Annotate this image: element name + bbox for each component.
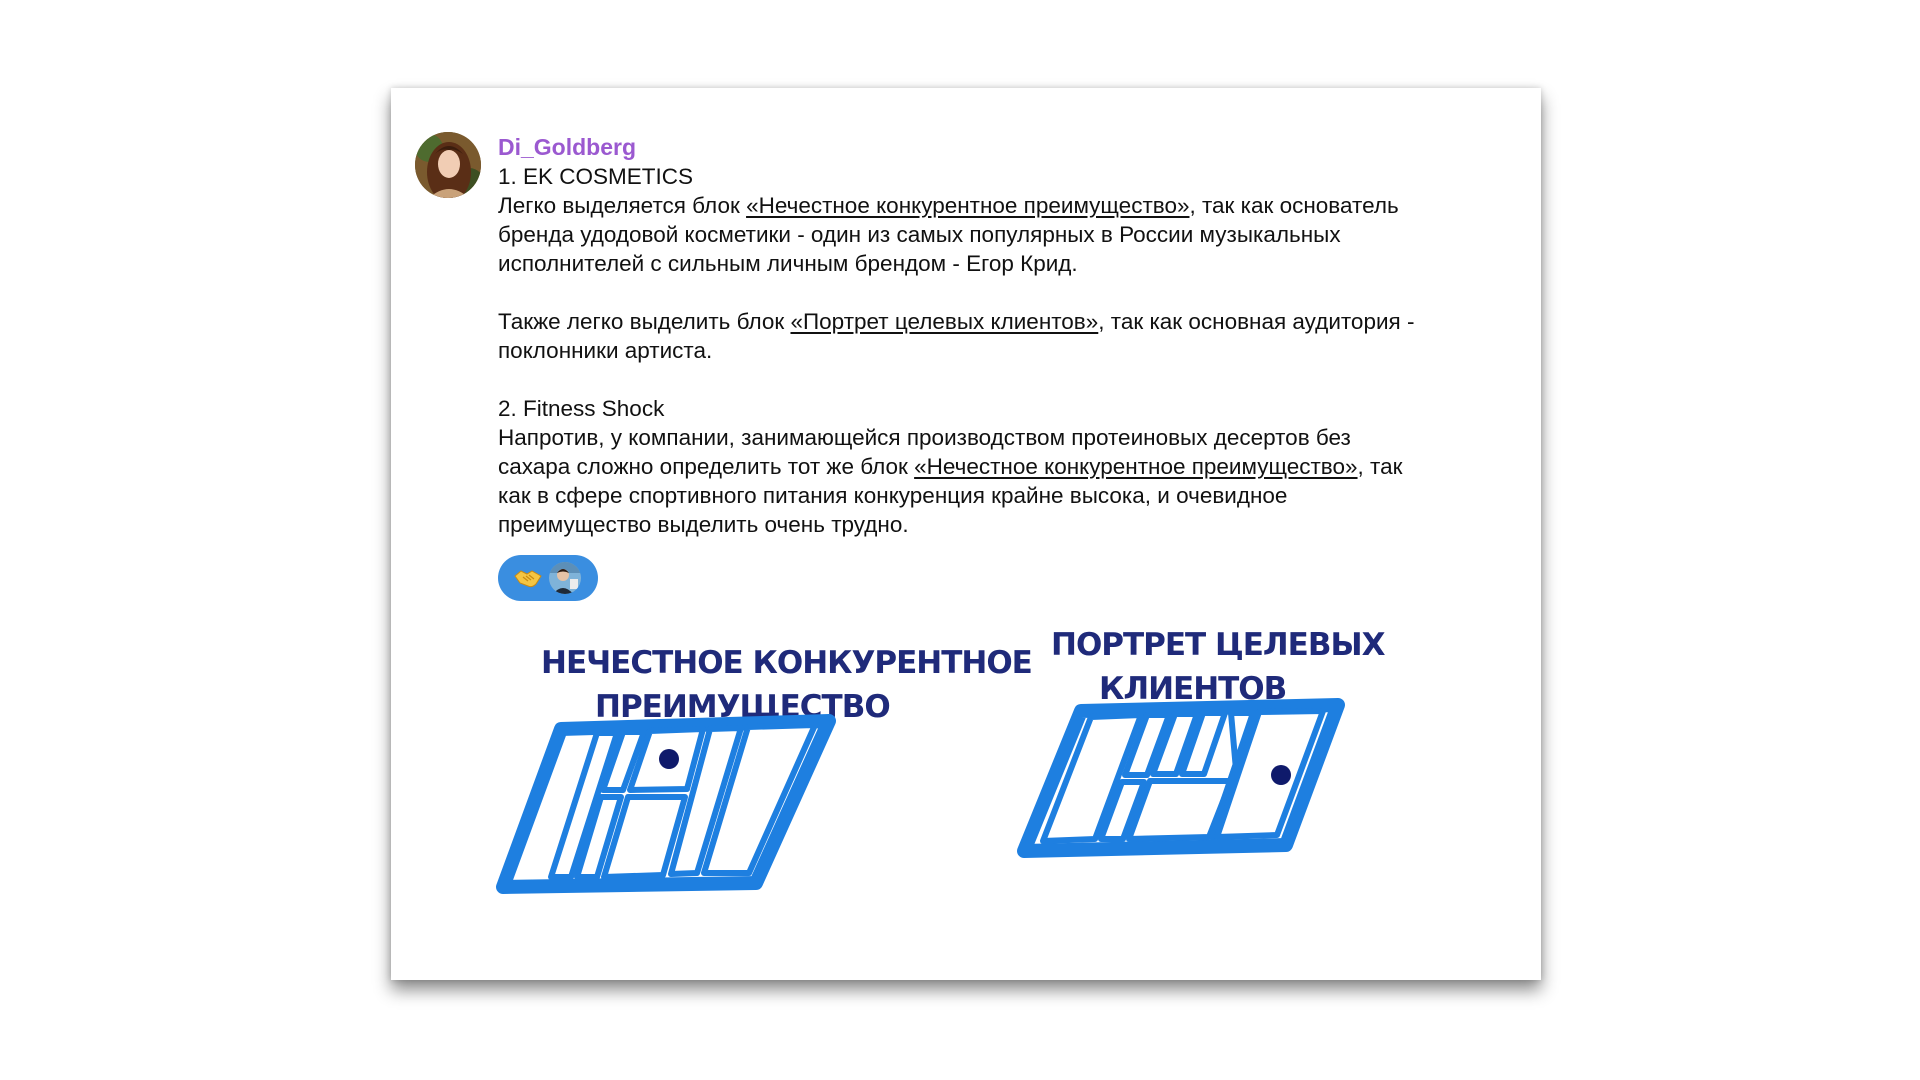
paragraph-gap [498,278,1528,307]
text-fragment: Легко выделяется блок [498,193,747,218]
text-line: 2. Fitness Shock [498,396,665,421]
author-avatar[interactable] [415,132,481,198]
text-fragment: сахара сложно определить тот же блок [498,454,915,479]
right-illustration-title: ПОРТРЕТ ЦЕЛЕВЫХ [1051,627,1385,663]
right-canvas-drawing [1024,705,1338,851]
right-illustration-title: КЛИЕНТОВ [1099,671,1287,707]
text-line: бренда удодовой косметики - один из самых популярных в России музыкальных [498,222,1341,247]
text-line [498,307,1528,336]
block-link[interactable]: «Нечестное конкурентное преимущество» [746,193,1190,218]
author-name[interactable]: Di_Goldberg [498,134,637,160]
text-line [498,452,1528,481]
block-link[interactable]: «Нечестное конкурентное преимущество» [914,454,1358,479]
handshake-icon [514,567,542,589]
left-illustration-title: НЕЧЕСТНОЕ КОНКУРЕНТНОЕ [541,645,1032,681]
text-line: преимущество выделить очень трудно. [498,512,909,537]
message-body [498,132,1528,539]
text-fragment: , так как основатель [1189,193,1399,218]
right-canvas-marker [1271,765,1291,785]
left-illustration-title: ПРЕИМУЩЕСТВО [595,689,890,725]
text-fragment: , так как основная аудитория - [1098,309,1415,334]
text-fragment: , так [1357,454,1403,479]
message-card [391,88,1541,980]
paragraph-gap [498,365,1528,394]
reactor-avatar [548,561,582,595]
text-line: поклонники артиста. [498,338,713,363]
text-line: исполнителей с сильным личным брендом - Егор Крид. [498,251,1078,276]
left-canvas-marker [659,749,679,769]
text-line: как в сфере спортивного питания конкуренция крайне высока, и очевидное [498,483,1288,508]
text-fragment: Также легко выделить блок [498,309,791,334]
illustration [491,625,1491,965]
text-line: 1. EK COSMETICS [498,164,694,189]
reaction-pill[interactable] [498,555,598,601]
block-link[interactable]: «Портрет целевых клиентов» [790,309,1099,334]
left-canvas-drawing [503,721,829,887]
text-line: Напротив, у компании, занимающейся производством протеиновых десертов без [498,425,1351,450]
text-line [498,191,1528,220]
